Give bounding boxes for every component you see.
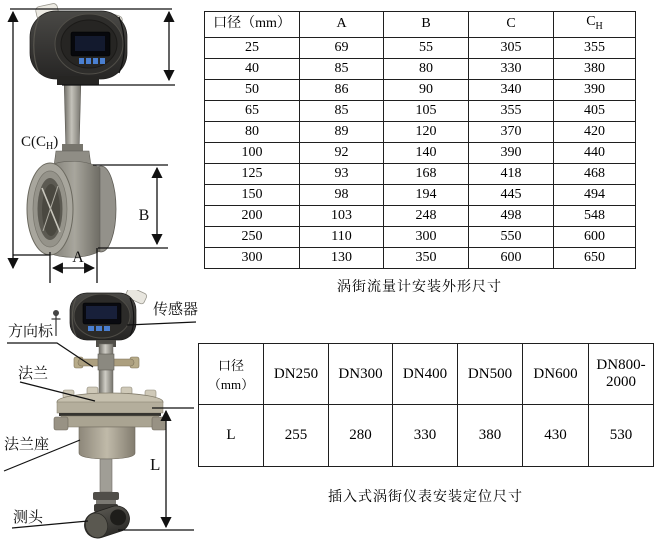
table-cell: 150 — [205, 184, 300, 205]
table-cell: 80 — [205, 121, 300, 142]
table-cell: 498 — [469, 205, 554, 226]
table-cell: 405 — [554, 100, 636, 121]
header-dn250: DN250 — [264, 344, 329, 405]
table-cell: 340 — [469, 79, 554, 100]
table-cell: 650 — [554, 247, 636, 268]
table-cell: 140 — [384, 142, 469, 163]
table1-caption: 涡街流量计安装外形尺寸 — [337, 280, 502, 295]
label-flange-seat: 法兰座 — [4, 437, 50, 453]
table-cell: 380 — [554, 58, 636, 79]
header-dn800-line2: 2000 — [606, 374, 636, 390]
table-cell: 90 — [384, 79, 469, 100]
header-dn400: DN400 — [393, 344, 458, 405]
dimension-table-header-row — [205, 12, 636, 38]
table-cell: 110 — [300, 226, 384, 247]
header-A: A — [300, 12, 384, 38]
table-cell: 355 — [469, 100, 554, 121]
lcd-screen — [86, 306, 117, 319]
table-row — [205, 58, 636, 79]
label-probe: 测头 — [13, 510, 44, 526]
table-cell: 130 — [300, 247, 384, 268]
side-bolt-left — [54, 417, 68, 430]
header-diameter-line2: （mm） — [207, 377, 255, 392]
value-dn800-2000: 530 — [589, 405, 654, 467]
table-cell: 420 — [554, 121, 636, 142]
table-cell: 440 — [554, 142, 636, 163]
header-CH-main: C — [586, 14, 596, 29]
table-cell: 494 — [554, 184, 636, 205]
head-bracket — [57, 76, 99, 85]
header-dn800-2000 — [589, 344, 654, 405]
flange-lower-ring — [61, 416, 159, 427]
table-cell: 390 — [469, 142, 554, 163]
coupling-upper — [93, 492, 119, 500]
header-diameter-line1: 口径 — [217, 358, 244, 373]
insertion-flowmeter-figure — [0, 290, 200, 543]
keypad-button — [93, 58, 98, 64]
positioning-table-value-row — [199, 405, 654, 467]
value-dn250: 255 — [264, 405, 329, 467]
table-cell: 92 — [300, 142, 384, 163]
header-dn800-line1: DN800- — [596, 357, 646, 373]
table-cell: 50 — [205, 79, 300, 100]
table-cell: 370 — [469, 121, 554, 142]
header-CH-sub: H — [595, 20, 603, 32]
dim-label-C: $C(C_H)$ — [21, 134, 59, 152]
table-cell: 168 — [384, 163, 469, 184]
keypad-button — [79, 58, 84, 64]
table-cell: 125 — [205, 163, 300, 184]
table-cell: 300 — [205, 247, 300, 268]
table-row — [205, 163, 636, 184]
cross-clamp — [98, 354, 114, 370]
leader-sensor — [127, 322, 196, 325]
table-cell: 89 — [300, 121, 384, 142]
dim-label-L: L — [150, 455, 161, 474]
table-cell: 468 — [554, 163, 636, 184]
header-dn500: DN500 — [458, 344, 523, 405]
table-cell: 550 — [469, 226, 554, 247]
header-dn300: DN300 — [329, 344, 393, 405]
table-cell: 548 — [554, 205, 636, 226]
header-C: C — [469, 12, 554, 38]
table-cell: 355 — [554, 37, 636, 58]
header-CH — [554, 12, 636, 38]
insertion-flowmeter-photo — [54, 290, 166, 541]
table-cell: 194 — [384, 184, 469, 205]
dimension-table — [204, 11, 636, 269]
keypad-button — [86, 58, 91, 64]
table-cell: 85 — [300, 58, 384, 79]
table-row — [205, 142, 636, 163]
positioning-table — [198, 343, 654, 467]
t1-body — [205, 37, 636, 268]
table-cell: 250 — [205, 226, 300, 247]
table-cell: 105 — [384, 100, 469, 121]
table-cell: 98 — [300, 184, 384, 205]
value-dn300: 280 — [329, 405, 393, 467]
table-cell: 55 — [384, 37, 469, 58]
table-cell: 65 — [205, 100, 300, 121]
table-cell: 85 — [300, 100, 384, 121]
table-cell: 69 — [300, 37, 384, 58]
table-cell: 120 — [384, 121, 469, 142]
side-bolt-right — [152, 417, 166, 430]
label-sensor: 传感器 — [153, 302, 199, 318]
header-dn600: DN600 — [523, 344, 589, 405]
table-cell: 330 — [469, 58, 554, 79]
table-row — [205, 247, 636, 268]
table-cell: 305 — [469, 37, 554, 58]
flowmeter-photo — [27, 3, 127, 257]
keypad-button — [88, 326, 94, 331]
value-dn600: 430 — [523, 405, 589, 467]
dim-label-B: B — [138, 207, 150, 224]
header-B: B — [384, 12, 469, 38]
table-row — [205, 121, 636, 142]
table-cell: 418 — [469, 163, 554, 184]
leader-flange — [20, 382, 95, 401]
value-dn400: 330 — [393, 405, 458, 467]
label-flange: 法兰 — [18, 366, 49, 382]
table2-caption: 插入式涡街仪表安装定位尺寸 — [328, 490, 523, 505]
table-row — [205, 79, 636, 100]
flowmeter-stem — [64, 76, 81, 152]
dim-label-A: A — [72, 249, 84, 266]
flange-plate — [57, 402, 163, 413]
table-row — [205, 184, 636, 205]
label-direction-mark: 方向标 — [8, 324, 54, 340]
table-cell: 40 — [205, 58, 300, 79]
value-dn500: 380 — [458, 405, 523, 467]
keypad-button — [100, 58, 105, 64]
coupling-mid — [96, 500, 116, 504]
table-cell: 200 — [205, 205, 300, 226]
table-cell: 93 — [300, 163, 384, 184]
table-cell: 600 — [469, 247, 554, 268]
table-cell: 445 — [469, 184, 554, 205]
table-cell: 350 — [384, 247, 469, 268]
table-row — [205, 100, 636, 121]
table-cell: 80 — [384, 58, 469, 79]
row-label-L: L — [199, 405, 264, 467]
table-cell: 103 — [300, 205, 384, 226]
keypad-button — [104, 326, 110, 331]
table-cell: 300 — [384, 226, 469, 247]
insertion-rod — [100, 459, 112, 492]
table-cell: 25 — [205, 37, 300, 58]
vortex-flowmeter-figure — [0, 0, 200, 292]
flange-seat-cylinder — [79, 427, 135, 459]
table-cell: 86 — [300, 79, 384, 100]
lcd-screen — [75, 36, 105, 51]
probe-head — [81, 503, 133, 542]
positioning-table-header-row — [199, 344, 654, 405]
header-diameter: 口径（mm） — [205, 12, 300, 38]
table-cell: 600 — [554, 226, 636, 247]
table-cell: 390 — [554, 79, 636, 100]
table-row — [205, 226, 636, 247]
table-cell: 100 — [205, 142, 300, 163]
table-row — [205, 205, 636, 226]
flange-groove — [59, 413, 161, 416]
table-cell: 248 — [384, 205, 469, 226]
header-diameter — [199, 344, 264, 405]
table-row — [205, 37, 636, 58]
keypad-button — [96, 326, 102, 331]
